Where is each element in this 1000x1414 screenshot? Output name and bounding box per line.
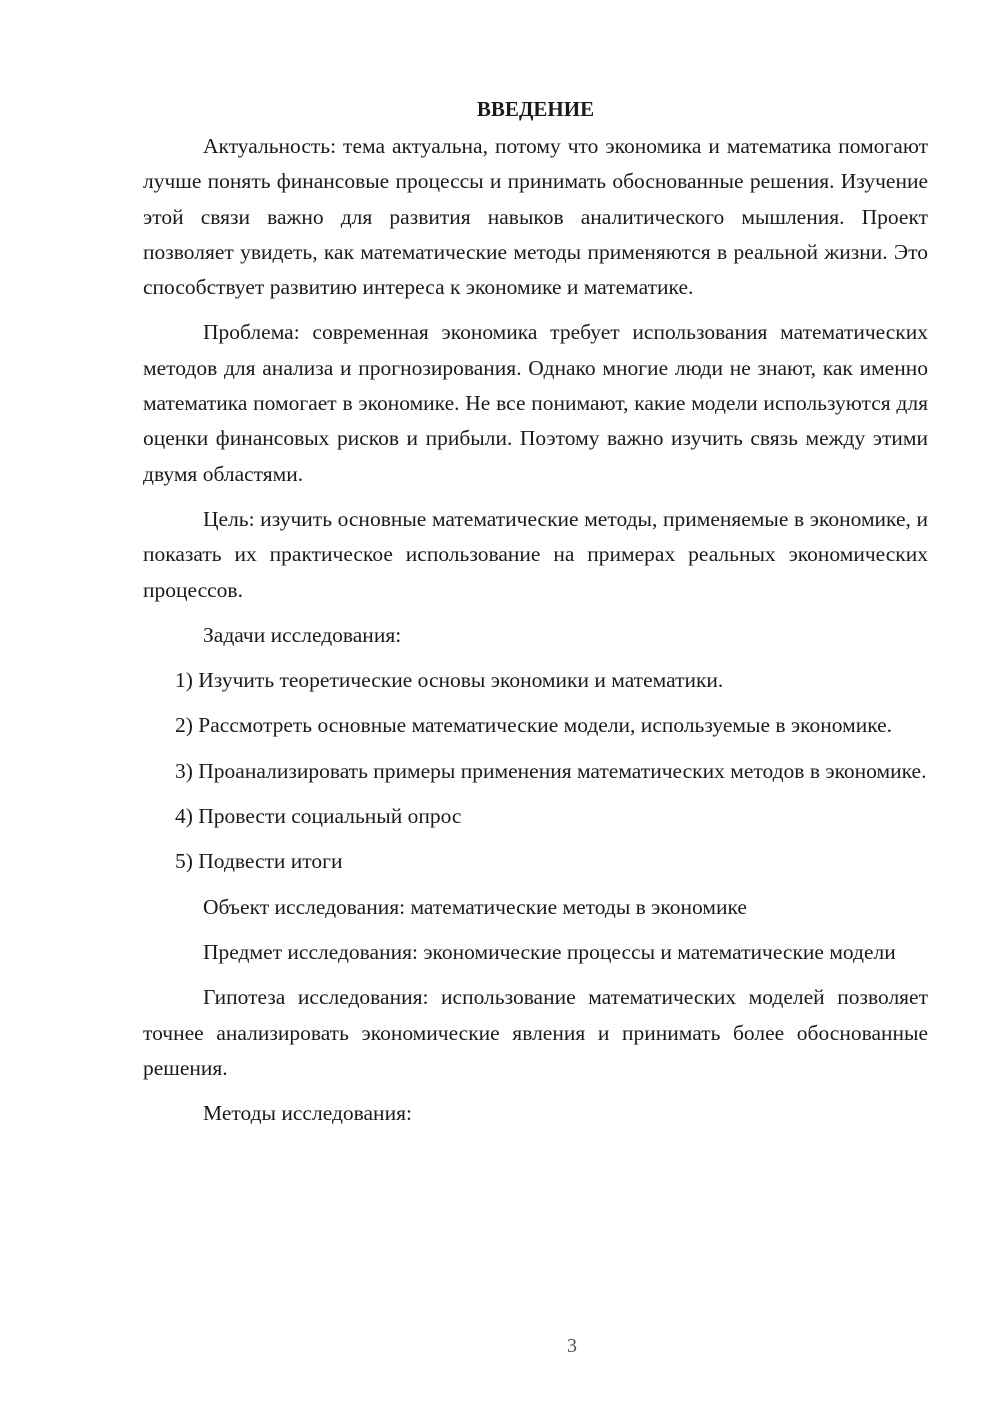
research-hypothesis: Гипотеза исследования: использование математических моделей позволяет точнее анализировать экономические явления и принимать более обоснованные решения. bbox=[143, 985, 928, 1080]
task-item-5: 5) Подвести итоги bbox=[175, 849, 343, 874]
task-item-1: 1) Изучить теоретические основы экономики и математики. bbox=[175, 668, 724, 693]
section-title: ВВЕДЕНИЕ bbox=[476, 97, 595, 121]
methods-heading: Методы исследования: bbox=[203, 1101, 412, 1126]
document-page bbox=[143, 92, 928, 1141]
task-item-2: 2) Рассмотреть основные математические модели, используемые в экономике. bbox=[175, 713, 893, 738]
research-object: Объект исследования: математические методы в экономике bbox=[203, 894, 747, 919]
task-item-3: 3) Проанализировать примеры применения математических методов в экономике. bbox=[175, 758, 927, 783]
research-subject: Предмет исследования: экономические процессы и математические модели bbox=[203, 939, 896, 964]
task-item-4: 4) Провести социальный опрос bbox=[175, 804, 462, 829]
paragraph-problem: Проблема: современная экономика требует использования математических методов для анализа и прогнозирования. Однако многие люди не знают, как именно математика помогает в экономике. Не все понимают, какие модели используются для оценки финансовых рисков и прибыли. Поэтому важно изучить связь между этими двумя областями. bbox=[143, 320, 928, 486]
page-number: 3 bbox=[567, 1335, 577, 1357]
paragraph-goal: Цель: изучить основные математические методы, применяемые в экономике, и показать их практическое использование на примерах реальных экономических процессов. bbox=[143, 506, 928, 602]
tasks-heading: Задачи исследования: bbox=[203, 622, 402, 647]
paragraph-relevance: Актуальность: тема актуальна, потому что экономика и математика помогают лучше понять финансовые процессы и принимать обоснованные решения. Изучение этой связи важно для развития навыков аналитического мышления. Проект позволяет увидеть, как математические методы применяются в реальной жизни. Это способствует развитию интереса к экономике и математике. bbox=[143, 134, 928, 300]
